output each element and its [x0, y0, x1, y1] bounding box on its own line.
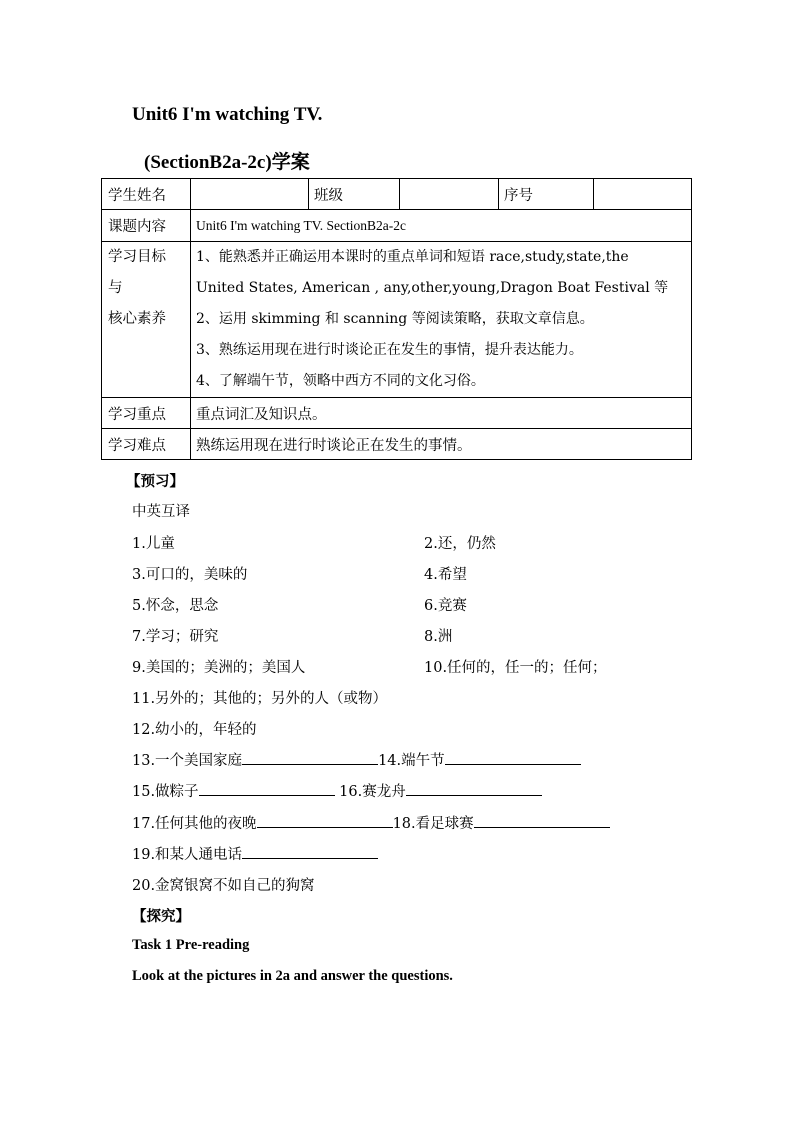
vocab-item: 4.希望: [424, 567, 467, 583]
phrase-row: [132, 749, 581, 770]
vocab-item: 7.学习；研究: [132, 629, 219, 645]
answer-blank[interactable]: [474, 812, 610, 828]
objective-line: 4、了解端午节，领略中西方不同的文化习俗。: [196, 373, 485, 389]
key-points-row: [102, 398, 692, 429]
vocab-item: 3.可口的，美味的: [132, 567, 248, 583]
difficulty-value: 熟练运用现在进行时谈论正在发生的事情。: [191, 429, 692, 460]
topic-row: [102, 210, 692, 242]
topic-value: Unit6 I'm watching TV. SectionB2a-2c: [191, 210, 692, 242]
number-field[interactable]: [594, 179, 692, 210]
key-points-label: 学习重点: [102, 398, 191, 429]
student-name-field[interactable]: [191, 179, 309, 210]
vocab-item: 10.任何的，任一的；任何；: [424, 660, 607, 676]
page-subtitle: (SectionB2a-2c)学案: [144, 152, 310, 173]
vocab-item: 12.幼小的，年轻的: [132, 722, 257, 738]
vocab-item: 6.竞赛: [424, 598, 467, 614]
vocab-item: 20.金窝银窝不如自己的狗窝: [132, 878, 315, 894]
objective-line: 1、能熟悉并正确运用本课时的重点单词和短语 race,study,state,the: [196, 249, 629, 265]
topic-label: 课题内容: [102, 210, 191, 242]
explore-heading: 【探究】: [132, 908, 190, 925]
preview-subheading: 中英互译: [132, 504, 190, 520]
student-info-row: [102, 179, 692, 210]
answer-blank[interactable]: [242, 749, 378, 765]
vocab-item: 8.洲: [424, 629, 453, 645]
phrase-row: [132, 843, 378, 864]
answer-blank[interactable]: [406, 780, 542, 796]
objective-line: United States, American , any,other,young,Dragon Boat Festival 等: [196, 280, 669, 296]
objective-line: 2、运用 skimming 和 scanning 等阅读策略，获取文章信息。: [196, 311, 594, 327]
vocab-item: 18.看足球赛: [392, 816, 474, 832]
vocab-item: 11.另外的；其他的；另外的人（或物）: [132, 691, 388, 707]
class-field[interactable]: [400, 179, 499, 210]
vocab-item: 16.赛龙舟: [334, 784, 406, 800]
number-label: 序号: [499, 179, 594, 210]
task-title: Task 1 Pre-reading: [132, 937, 250, 953]
answer-blank[interactable]: [445, 749, 581, 765]
page-title: Unit6 I'm watching TV.: [132, 104, 323, 125]
objective-line: 3、熟练运用现在进行时谈论正在发生的事情，提升表达能力。: [196, 342, 583, 358]
vocab-item: 14.端午节: [378, 753, 445, 769]
vocab-item: 2.还，仍然: [424, 536, 496, 552]
objectives-label-line: 与: [108, 280, 123, 296]
objectives-label-line: 核心素养: [108, 311, 166, 327]
vocab-item: 15.做粽子: [132, 784, 199, 800]
vocab-item: 5.怀念，思念: [132, 598, 219, 614]
vocab-item: 19.和某人通电话: [132, 847, 243, 863]
vocab-item: 17.任何其他的夜晚: [132, 816, 257, 832]
objectives-row: [102, 242, 692, 398]
answer-blank[interactable]: [242, 843, 378, 859]
difficulty-row: [102, 429, 692, 460]
answer-blank[interactable]: [199, 780, 335, 796]
objectives-label: [102, 242, 191, 398]
phrase-row: [132, 780, 542, 801]
vocab-item: 1.儿童: [132, 536, 175, 552]
objectives-label-line: 学习目标: [108, 249, 166, 265]
answer-blank[interactable]: [257, 812, 393, 828]
difficulty-label: 学习难点: [102, 429, 191, 460]
vocab-item: 13.一个美国家庭: [132, 753, 243, 769]
key-points-value: 重点词汇及知识点。: [191, 398, 692, 429]
class-label: 班级: [309, 179, 400, 210]
task-instruction: Look at the pictures in 2a and answer the questions.: [132, 968, 453, 984]
preview-heading: 【预习】: [126, 473, 184, 490]
info-table: [101, 178, 692, 460]
phrase-row: [132, 812, 610, 833]
objectives-list: [191, 242, 692, 398]
student-name-label: 学生姓名: [102, 179, 191, 210]
vocab-item: 9.美国的；美洲的；美国人: [132, 660, 306, 676]
